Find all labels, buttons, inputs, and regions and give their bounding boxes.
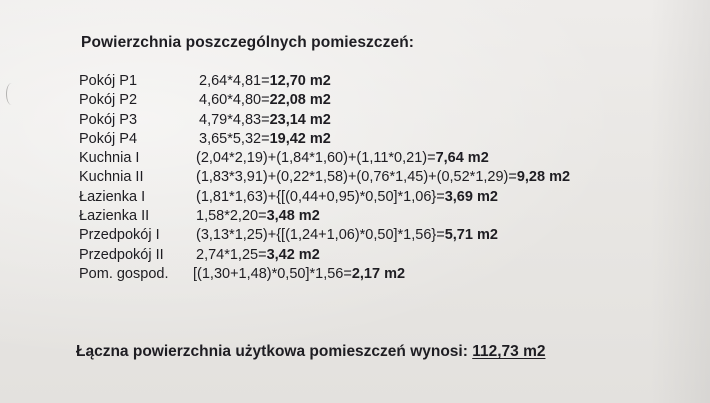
room-area: 7,64 m2 <box>435 150 489 167</box>
room-area: 3,69 m2 <box>444 188 498 205</box>
room-row <box>79 149 689 168</box>
room-list <box>79 72 689 284</box>
room-row <box>79 91 689 110</box>
room-row <box>79 111 689 130</box>
total-value: 112,73 m2 <box>472 343 546 360</box>
room-label: Łazienka II <box>79 208 150 225</box>
room-label: Przedpokój I <box>79 227 160 244</box>
room-calculation <box>196 246 320 265</box>
room-row <box>79 130 689 149</box>
room-formula: (1,81*1,63)+{[(0,44+0,95)*0,50]*1,06}= <box>196 188 445 205</box>
room-area: 23,14 m2 <box>269 111 331 128</box>
room-row <box>79 265 689 284</box>
room-calculation <box>193 265 405 284</box>
room-area: 9,28 m2 <box>516 169 571 186</box>
room-formula: 4,79*4,83= <box>199 111 270 128</box>
room-calculation <box>196 149 489 168</box>
room-calculation <box>196 226 498 245</box>
room-label: Przedpokój II <box>79 246 164 263</box>
room-area: 12,70 m2 <box>269 73 331 89</box>
room-calculation <box>196 188 498 207</box>
room-area: 19,42 m2 <box>269 130 331 147</box>
room-formula: 1,58*2,20= <box>196 208 267 225</box>
room-area: 5,71 m2 <box>444 227 498 244</box>
room-formula: (1,83*3,91)+(0,22*1,58)+(0,76*1,45)+(0,52*1,29)= <box>196 169 517 186</box>
room-row <box>79 188 689 207</box>
room-formula: 2,74*1,25= <box>196 246 267 263</box>
room-calculation <box>196 207 320 226</box>
room-formula: (2,04*2,19)+(1,84*1,60)+(1,11*0,21)= <box>196 150 436 167</box>
room-calculation <box>199 72 331 91</box>
room-label: Pom. gospod. <box>79 265 169 282</box>
room-row <box>79 246 689 265</box>
room-label: Pokój P4 <box>79 130 138 147</box>
room-area: 3,42 m2 <box>266 246 320 263</box>
room-calculation <box>196 168 570 187</box>
room-calculation <box>199 111 331 130</box>
room-formula: 4,60*4,80= <box>199 92 270 109</box>
room-formula: 3,65*5,32= <box>199 130 270 147</box>
room-formula: 2,64*4,81= <box>199 73 270 89</box>
total-label: Łączna powierzchnia użytkowa pomieszczeń wynosi: <box>76 343 473 360</box>
room-area: 2,17 m2 <box>351 265 406 282</box>
room-calculation <box>199 91 331 110</box>
pen-mark <box>6 83 17 105</box>
room-row <box>79 72 689 91</box>
room-label: Kuchnia II <box>79 169 144 186</box>
room-row <box>79 226 689 245</box>
room-row <box>79 168 689 187</box>
room-calculation <box>199 130 331 149</box>
room-label: Pokój P3 <box>79 111 138 128</box>
room-label: Kuchnia I <box>79 150 140 167</box>
total-area-line <box>76 343 545 361</box>
room-area: 3,48 m2 <box>266 208 320 225</box>
room-formula: (3,13*1,25)+{[(1,24+1,06)*0,50]*1,56}= <box>196 227 445 244</box>
room-label: Łazienka I <box>79 188 146 205</box>
room-row <box>79 207 689 226</box>
document-title: Powierzchnia poszczególnych pomieszczeń: <box>81 34 415 51</box>
room-area: 22,08 m2 <box>269 92 331 109</box>
room-label: Pokój P2 <box>79 92 138 109</box>
room-label: Pokój P1 <box>79 73 138 89</box>
room-formula: [(1,30+1,48)*0,50]*1,56= <box>193 265 352 282</box>
